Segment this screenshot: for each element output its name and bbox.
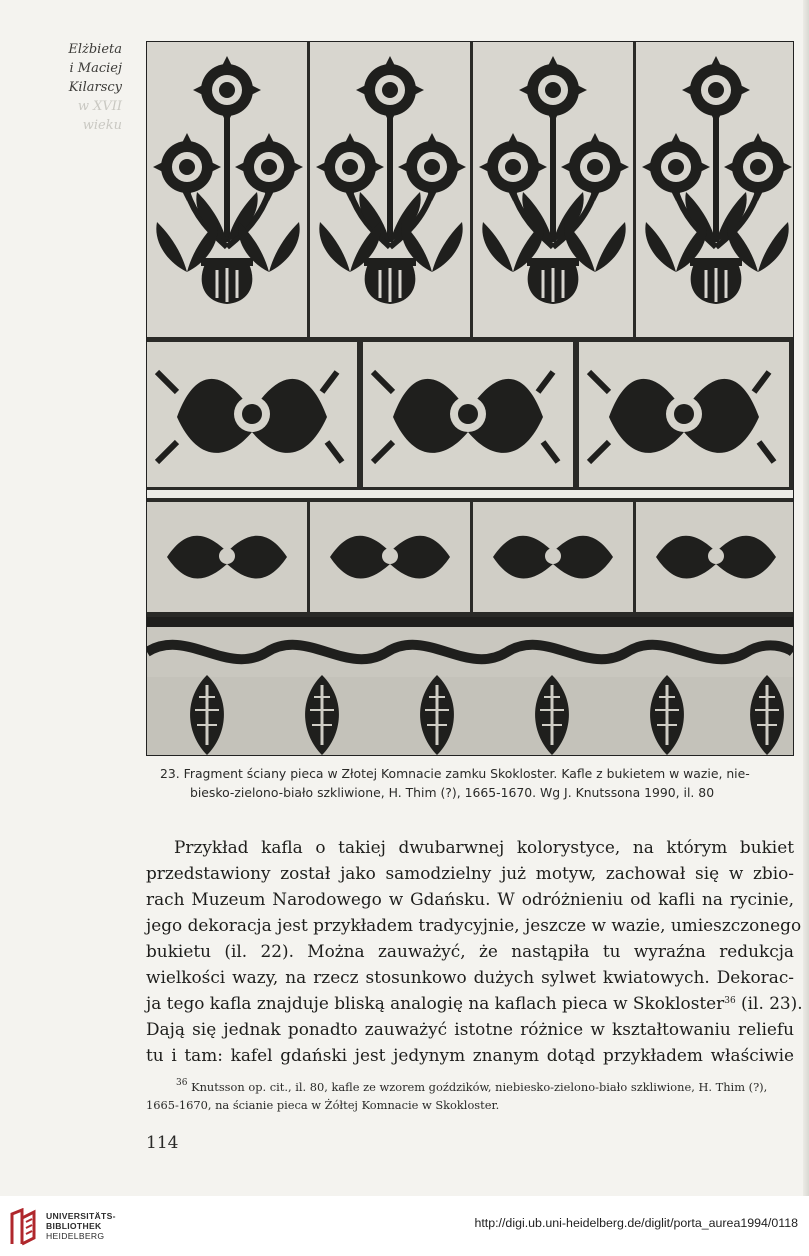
figure-caption — [160, 764, 785, 802]
footnote-line1-text: Knutsson op. cit., il. 80, kafle ze wzorem goździków, niebiesko-zielono-biało szkliwione, H. Thim (?), — [187, 1080, 768, 1094]
library-name-line2: BIBLIOTHEK — [46, 1221, 102, 1231]
footnote-marker: 36 — [176, 1078, 188, 1088]
digitization-footer — [0, 1196, 809, 1256]
body-line-4: jego dekoracja jest przykładem tradycyjnie, jeszcze w wazie, umieszczonego — [146, 915, 802, 935]
footnote-reference[interactable]: 36 — [724, 996, 736, 1006]
footnote-line1 — [146, 1078, 794, 1096]
page-number: 114 — [146, 1133, 179, 1153]
running-head — [30, 40, 122, 135]
footnote — [146, 1078, 794, 1114]
running-head-bleed1: w XVII — [77, 99, 122, 114]
footnote-line2: 1665-1670, na ścianie pieca w Żółtej Komnacie w Skokloster. — [146, 1098, 500, 1112]
tile-pattern-graphic — [147, 42, 793, 755]
library-name — [46, 1211, 116, 1241]
library-logo-icon — [8, 1208, 40, 1246]
body-line-8: Dają się jednak ponadto zauważyć istotne różnice w kształtowaniu reliefu — [146, 1019, 794, 1039]
body-line-9: tu i tam: kafel gdański jest jedynym znanym dotąd przykładem właściwie — [146, 1045, 794, 1065]
running-head-line3: Kilarscy — [68, 80, 122, 95]
source-url-link[interactable]: http://digi.ub.uni-heidelberg.de/diglit/porta_aurea1994/0118 — [474, 1216, 798, 1230]
caption-line1: 23. Fragment ściany pieca w Złotej Komnacie zamku Skokloster. Kafle z bukietem w wazie, nie- — [160, 766, 750, 781]
body-line-3: rach Muzeum Narodowego w Gdańsku. W odróżnieniu od kafli na rycinie, — [146, 889, 794, 909]
page-edge-shadow — [803, 0, 809, 1196]
body-line-5: bukietu (il. 22). Można zauważyć, że nastąpiła tu wyraźna redukcja — [146, 941, 794, 961]
body-paragraph — [146, 834, 803, 1068]
library-name-line1: UNIVERSITÄTS- — [46, 1211, 116, 1221]
running-head-line2: i Maciej — [69, 61, 122, 76]
running-head-line1: Elżbieta — [68, 42, 122, 57]
running-head-bleed2: wieku — [82, 118, 122, 133]
body-line-6: wielkości wazy, na rzecz stosunkowo dużych sylwet kwiatowych. Dekorac- — [146, 967, 794, 987]
body-line-1: Przykład kafla o takiej dwubarwnej kolorystyce, na którym bukiet — [174, 837, 794, 857]
tiled-stove-photo — [146, 41, 794, 756]
caption-line2: biesko-zielono-biało szkliwione, H. Thim (?), 1665-1670. Wg J. Knutssona 1990, il. 80 — [190, 785, 715, 800]
body-line-7 — [146, 990, 803, 1016]
body-line-7-text: ja tego kafla znajduje bliską analogię na kaflach pieca w Skokloster — [146, 993, 725, 1013]
body-line-7-tail: (il. 23). — [735, 993, 803, 1013]
body-line-2: przedstawiony został jako samodzielny już motyw, zachował się w zbio- — [146, 863, 794, 883]
library-city: HEIDELBERG — [46, 1231, 105, 1241]
